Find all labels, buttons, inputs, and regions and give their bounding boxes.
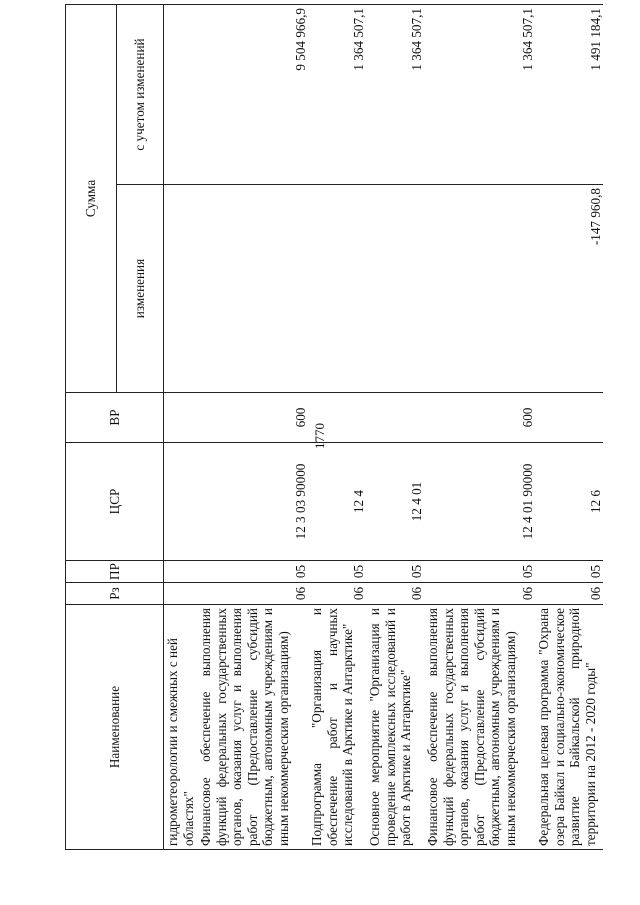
col-header-pr: ПР (66, 561, 164, 583)
col-header-name: Наименование (66, 605, 164, 850)
row-vr (366, 393, 424, 443)
row-with-change: 1 364 507,1 (308, 5, 366, 185)
row-pr: 05 (424, 561, 535, 583)
table-row (366, 5, 424, 850)
row-change (424, 185, 535, 393)
row-csr: 12 4 (308, 443, 366, 561)
col-header-with-change: с учетом изменений (117, 5, 164, 185)
row-pr: 05 (366, 561, 424, 583)
row-name: Подпрограмма "Организация и обеспечение работ и научных исследований в Арктике и Антарктике" (308, 605, 366, 850)
table-row (535, 5, 603, 850)
row-vr (308, 393, 366, 443)
table-row (197, 5, 308, 850)
row-with-change: 1 364 507,1 (366, 5, 424, 185)
row-rz: 06 (308, 583, 366, 605)
col-header-change: изменения (117, 185, 164, 393)
row-change: -147 960,8 (535, 185, 603, 393)
table-header-row (66, 5, 117, 850)
row-name: Основное мероприятие "Организация и проведение комплексных исследований и работ в Арктике и Антарктике" (366, 605, 424, 850)
budget-table (65, 4, 603, 850)
table-row (424, 5, 535, 850)
row-vr: 600 (424, 393, 535, 443)
page-number: 1770 (312, 423, 327, 449)
row-with-change: 1 364 507,1 (424, 5, 535, 185)
row-with-change: 9 504 966,9 (197, 5, 308, 185)
row-name: Финансовое обеспечение выполнения функций федеральных государственных органов, оказания услуг и выполнения работ (Предоставление субсидий бюджетным, автономным учреждениям и иным некоммерческим организациям) (424, 605, 535, 850)
row-name: Финансовое обеспечение выполнения функций федеральных государственных органов, оказания услуг и выполнения работ (Предоставление субсидий бюджетным, автономным учреждениям и иным некоммерческим организациям) (197, 605, 308, 850)
row-name: гидрометеорологии и смежных с ней областях" (164, 605, 198, 850)
col-header-vr: ВР (66, 393, 164, 443)
row-pr: 05 (197, 561, 308, 583)
row-csr: 12 4 01 (366, 443, 424, 561)
row-csr: 12 3 03 90000 (197, 443, 308, 561)
row-rz: 06 (366, 583, 424, 605)
row-rz: 06 (197, 583, 308, 605)
col-header-rz: Рз (66, 583, 164, 605)
table-row (164, 5, 198, 850)
row-pr: 05 (308, 561, 366, 583)
row-change (197, 185, 308, 393)
row-change (308, 185, 366, 393)
rotated-page (65, 5, 603, 850)
row-rz: 06 (535, 583, 603, 605)
table-row (308, 5, 366, 850)
row-name: Федеральная целевая программа "Охрана озера Байкал и социально-экономическое развитие Байкальской природной территории на 2012 - 2020 годы" (535, 605, 603, 850)
row-rz: 06 (424, 583, 535, 605)
row-vr: 600 (197, 393, 308, 443)
col-header-sum: Сумма (66, 5, 117, 393)
row-vr (535, 393, 603, 443)
row-with-change: 1 491 184,1 (535, 5, 603, 185)
col-header-csr: ЦСР (66, 443, 164, 561)
row-change (366, 185, 424, 393)
row-csr: 12 4 01 90000 (424, 443, 535, 561)
row-pr: 05 (535, 561, 603, 583)
row-csr: 12 6 (535, 443, 603, 561)
